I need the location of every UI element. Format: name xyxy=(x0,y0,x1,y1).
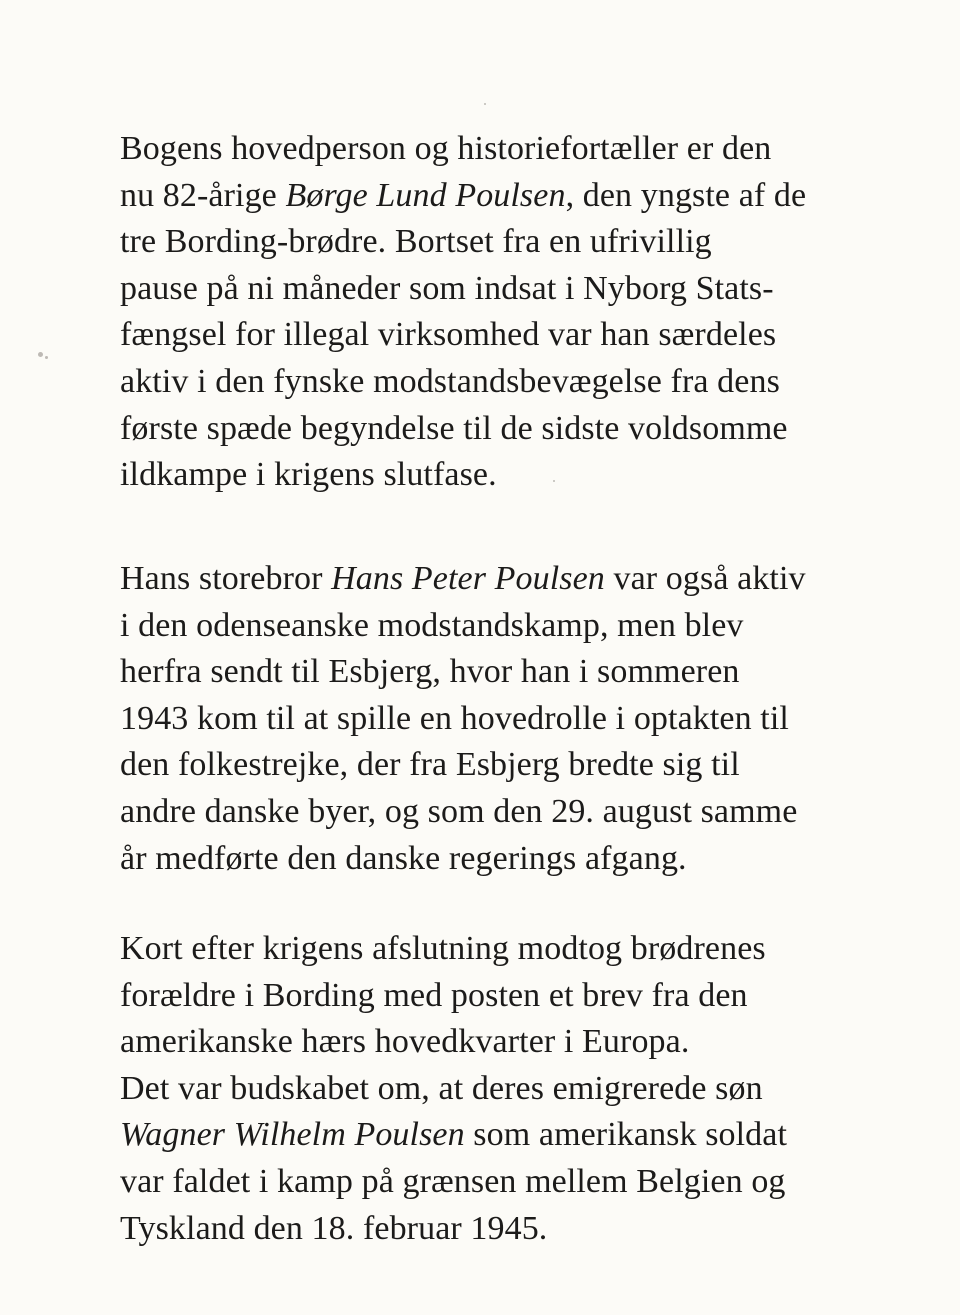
text-line xyxy=(120,603,840,650)
text-line xyxy=(120,1112,840,1159)
scan-speck xyxy=(45,356,48,359)
text-segment: var også aktiv xyxy=(604,560,806,597)
text-line xyxy=(120,836,840,883)
text-line xyxy=(120,359,840,406)
text-segment: Det var budskabet om, at deres emigrerede søn xyxy=(120,1069,763,1107)
text-line xyxy=(120,789,840,836)
text-segment: andre danske byer, og som den 29. august samme xyxy=(120,792,798,830)
text-line xyxy=(120,973,840,1020)
scan-speck xyxy=(484,103,486,105)
text-segment: ildkampe i krigens slutfase. xyxy=(120,456,497,494)
text-line xyxy=(120,696,840,743)
text-segment: pause på ni måneder som indsat i Nyborg Stats- xyxy=(120,269,774,307)
text-line xyxy=(120,1206,840,1253)
text-segment: som amerikansk soldat xyxy=(464,1116,788,1154)
text-segment: Kort efter krigens afslutning modtog brødrenes xyxy=(120,930,766,967)
text-segment: Tyskland den 18. februar 1945. xyxy=(120,1209,548,1247)
text-segment: Hans storebror xyxy=(120,560,332,597)
text-segment: i den odenseanske modstandskamp, men blev xyxy=(120,606,744,644)
text-line xyxy=(120,649,840,696)
text-segment: fængsel for illegal virksomhed var han særdeles xyxy=(120,316,777,354)
text-segment: , den yngste af de xyxy=(565,176,807,214)
text-segment: Bogens hovedperson og historiefortæller er den xyxy=(120,130,772,167)
text-segment: var faldet i kamp på grænsen mellem Belgien og xyxy=(120,1162,786,1200)
text-segment: 1943 kom til at spille en hovedrolle i optakten til xyxy=(120,699,789,737)
italic-name: Wagner Wilhelm Poulsen xyxy=(120,1116,465,1154)
scan-speck xyxy=(38,352,43,357)
paragraph-3 xyxy=(120,926,840,1252)
scan-speck xyxy=(553,480,555,482)
text-segment: herfra sendt til Esbjerg, hvor han i sommeren xyxy=(120,653,740,691)
text-segment: år medførte den danske regerings afgang. xyxy=(120,839,687,877)
text-segment: amerikanske hærs hovedkvarter i Europa. xyxy=(120,1023,690,1061)
text-line xyxy=(120,452,840,499)
text-line xyxy=(120,1019,840,1066)
text-segment: nu 82-årige xyxy=(120,176,286,214)
text-line xyxy=(120,742,840,789)
text-line xyxy=(120,1066,840,1113)
text-line xyxy=(120,406,840,453)
italic-name: Hans Peter Poulsen xyxy=(331,560,605,597)
text-segment: forældre i Bording med posten et brev fra den xyxy=(120,976,748,1014)
text-line xyxy=(120,173,840,220)
paragraph-1 xyxy=(120,126,840,499)
text-segment: tre Bording-brødre. Bortset fra en ufrivillig xyxy=(120,223,712,261)
text-line xyxy=(120,126,840,173)
text-line xyxy=(120,1159,840,1206)
text-line xyxy=(120,926,840,973)
italic-name: Børge Lund Poulsen xyxy=(285,176,566,214)
text-segment: første spæde begyndelse til de sidste voldsomme xyxy=(120,409,788,447)
paragraph-2 xyxy=(120,556,840,882)
text-segment: aktiv i den fynske modstandsbevægelse fra dens xyxy=(120,362,780,400)
text-line xyxy=(120,266,840,313)
text-line xyxy=(120,219,840,266)
text-line xyxy=(120,312,840,359)
text-segment: den folkestrejke, der fra Esbjerg bredte sig til xyxy=(120,746,740,784)
text-line xyxy=(120,556,840,603)
